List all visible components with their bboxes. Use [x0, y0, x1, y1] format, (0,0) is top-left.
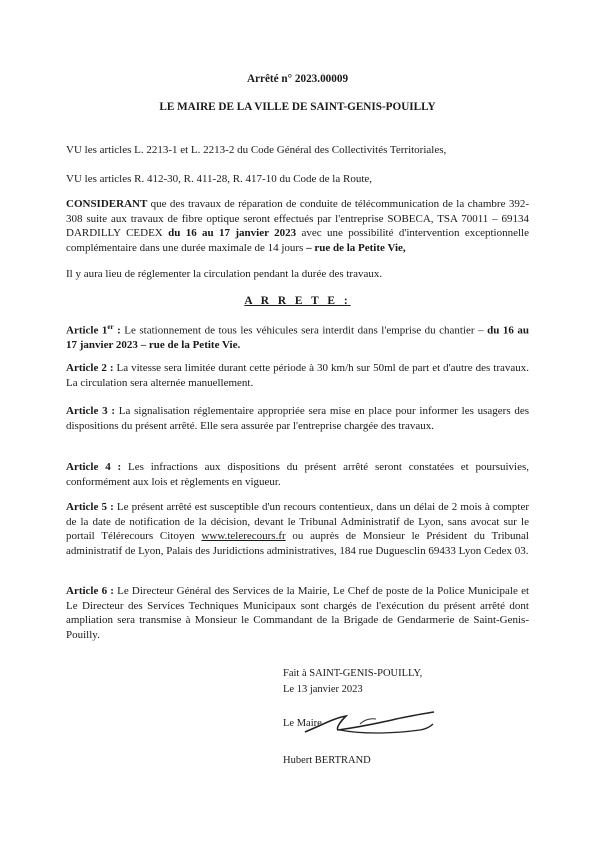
signature-date: Le 13 janvier 2023: [283, 684, 363, 695]
article-4: [66, 460, 529, 489]
telerecours-link[interactable]: www.telerecours.fr: [201, 530, 286, 543]
article-1-text: Le stationnement de tous les véhicules sera interdit dans l'emprise du chantier –: [124, 324, 488, 337]
article-6: [66, 584, 529, 642]
considerant-conclusion: Il y aura lieu de réglementer la circulation pendant la durée des travaux.: [66, 268, 383, 280]
article-1-bold-end: du 16 au 17 janvier 2023 – rue de la Petite Vie.: [66, 324, 529, 352]
article-1-colon: :: [113, 324, 125, 337]
article-2-text: La vitesse sera limitée durant cette période à 30 km/h sur 50ml de part et d'autre des travaux. La circulation sera alternée manuellement.: [66, 362, 529, 389]
considerant-text-a: que des travaux de réparation de conduite de télécommunication de la chambre 392-308 suite aux travaux de fibre optique seront effectués par l'entreprise SOBECA, TSA 70011 – 69134 DARDILLY CEDEX: [66, 198, 529, 240]
article-2: [66, 361, 529, 390]
visa-paragraph-1: VU les articles L. 2213-1 et L. 2213-2 du Code Général des Collectivités Territoriales,: [66, 144, 447, 156]
article-5-label: Article 5 :: [66, 501, 114, 513]
handwritten-signature: [300, 700, 440, 750]
article-4-label: Article 4 :: [66, 461, 122, 473]
considerant-location: – rue de la Petite Vie,: [306, 241, 406, 254]
issuing-authority: LE MAIRE DE LA VILLE DE SAINT-GENIS-POUILLY: [159, 101, 436, 113]
arrete-heading: A R R E T E :: [244, 295, 351, 307]
article-6-label: Article 6 :: [66, 585, 114, 597]
signature-role: Le Maire: [283, 718, 322, 729]
article-3: [66, 404, 529, 433]
article-3-label: Article 3 :: [66, 405, 116, 417]
article-2-label: Article 2 :: [66, 362, 114, 374]
article-1-sup: er: [107, 323, 114, 331]
mayor-name: Hubert BERTRAND: [283, 755, 371, 766]
article-6-text: Le Directeur Général des Services de la Mairie, Le Chef de poste de la Police Municipale et Le Directeur des Services Techniques Municipaux sont chargés de l'exécution du présent arrêté dont ampliation sera transmise à Monsieur le Commandant de la Brigade de Gendarmerie de Saint-Genis-Pouilly.: [66, 585, 530, 641]
article-1: [66, 320, 529, 353]
visa-paragraph-2: VU les articles R. 412-30, R. 411-28, R. 417-10 du Code de la Route,: [66, 173, 373, 185]
decree-reference: Arrêté n° 2023.00009: [246, 73, 349, 85]
considerant-paragraph: [66, 197, 529, 255]
article-5-text-b: ou auprès de Monsieur le Président du Tribunal administratif de Lyon, Palais des Juridictions administratives, 184 rue Duguesclin 69433 Lyon Cedex 03.: [66, 530, 529, 557]
article-5: [66, 500, 529, 558]
considerant-text-b: avec une possibilité d'intervention exceptionnelle complémentaire dans une durée maximale de 14 jours: [66, 227, 529, 254]
considerant-keyword: CONSIDERANT: [66, 198, 148, 210]
article-5-text-a: Le présent arrêté est susceptible d'un recours contentieux, dans un délai de 2 mois à compter de la date de notification de la décision, devant le Tribunal Administratif de Lyon, sans avocat sur le portail Télérecours Citoyen: [66, 501, 530, 543]
considerant-dates: du 16 au 17 janvier 2023: [168, 227, 297, 240]
signature-place: Fait à SAINT-GENIS-POUILLY,: [283, 668, 423, 679]
article-1-label: Article 1: [66, 324, 108, 337]
article-4-text: Les infractions aux dispositions du présent arrêté seront constatées et poursuivies, conformément aux lois et règlements en vigueur.: [66, 461, 529, 488]
article-3-text: La signalisation réglementaire appropriée sera mise en place pour informer les usagers des dispositions du présent arrêté. Elle sera assurée par l'entreprise chargée des travaux.: [66, 405, 530, 432]
